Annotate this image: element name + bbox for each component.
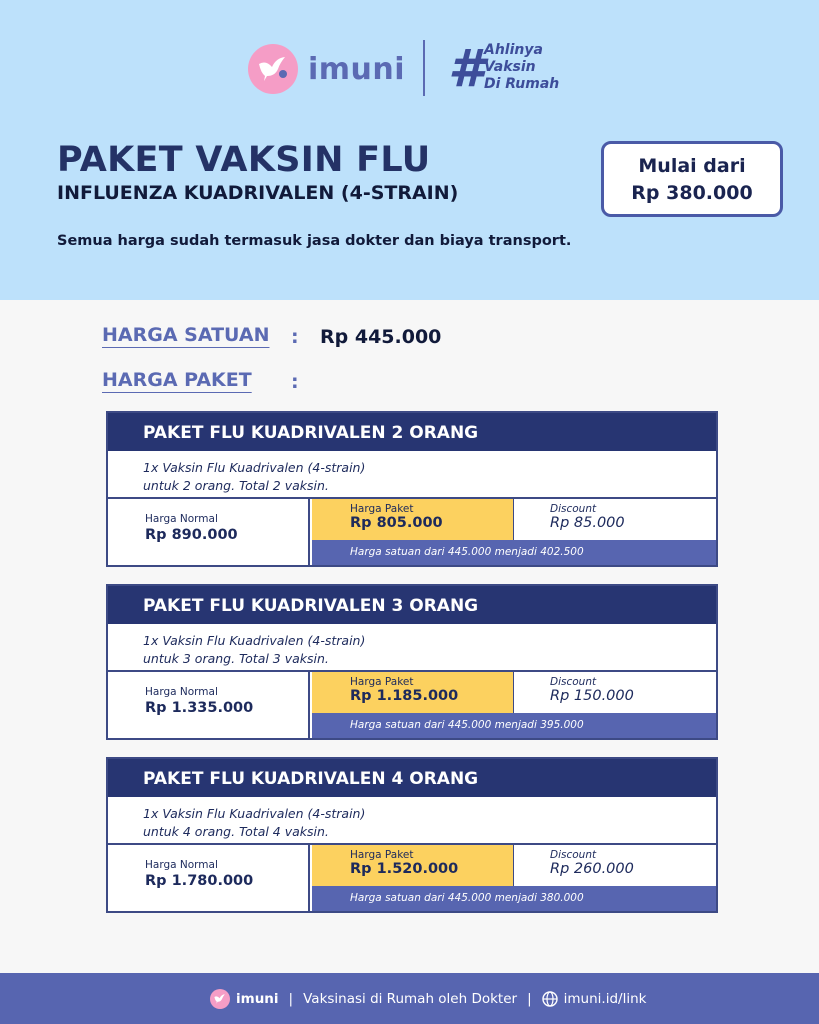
harga-paket-label: HARGA PAKET — [102, 369, 252, 391]
brand-logo-row — [248, 39, 560, 99]
normal-price-cell — [108, 499, 310, 565]
package-price-cell — [312, 499, 514, 540]
harga-satuan-colon: : — [291, 326, 299, 348]
footer-link[interactable]: imuni.id/link — [563, 990, 647, 1007]
harga-satuan-label: HARGA SATUAN — [102, 324, 270, 346]
discount-label: Discount — [550, 849, 597, 861]
package-desc-line: untuk 3 orang. Total 3 vaksin. — [143, 651, 329, 666]
footer-separator: | — [527, 990, 532, 1007]
normal-price-value: Rp 1.335.000 — [145, 700, 254, 716]
harga-satuan-value: Rp 445.000 — [320, 326, 442, 348]
discount-cell — [515, 499, 716, 540]
discount-value: Rp 260.000 — [550, 861, 634, 877]
discount-label: Discount — [550, 503, 597, 515]
normal-price-label: Harga Normal — [145, 859, 218, 871]
unit-price-note: Harga satuan dari 445.000 menjadi 402.500 — [312, 540, 716, 565]
normal-price-label: Harga Normal — [145, 513, 218, 525]
discount-cell — [515, 672, 716, 713]
footer-brand: imuni — [236, 990, 279, 1007]
package-price-cell — [312, 672, 514, 713]
badge-label: Mulai dari — [638, 155, 746, 177]
package-desc-line: 1x Vaksin Flu Kuadrivalen (4-strain) — [143, 806, 366, 821]
logo-divider — [423, 40, 425, 96]
hashtag-symbol: # — [448, 39, 485, 99]
package-price-value: Rp 1.520.000 — [350, 861, 459, 877]
footer-bar — [0, 973, 819, 1024]
footer-content — [210, 973, 646, 1024]
starting-price-badge — [601, 141, 783, 217]
tagline-line: Vaksin — [484, 59, 536, 75]
normal-price-cell — [108, 672, 310, 738]
normal-price-value: Rp 1.780.000 — [145, 873, 254, 889]
header-banner — [0, 0, 819, 300]
normal-price-label: Harga Normal — [145, 686, 218, 698]
tagline-line: Ahlinya — [484, 42, 543, 58]
package-title: PAKET FLU KUADRIVALEN 3 ORANG — [108, 586, 716, 624]
normal-price-cell — [108, 845, 310, 911]
footer-slogan: Vaksinasi di Rumah oleh Dokter — [303, 990, 518, 1007]
package-price-label: Harga Paket — [350, 849, 414, 861]
brand-name: imuni — [308, 51, 406, 87]
package-price-value: Rp 1.185.000 — [350, 688, 459, 704]
stork-logo-icon — [248, 44, 298, 94]
package-price-label: Harga Paket — [350, 503, 414, 515]
package-price-label: Harga Paket — [350, 676, 414, 688]
hashtag-tagline — [484, 42, 604, 93]
stork-logo-icon — [210, 989, 230, 1009]
package-desc-line: 1x Vaksin Flu Kuadrivalen (4-strain) — [143, 460, 366, 475]
unit-price-note: Harga satuan dari 445.000 menjadi 395.000 — [312, 713, 716, 738]
package-card-2-orang — [106, 411, 718, 567]
normal-price-value: Rp 890.000 — [145, 527, 238, 543]
tagline-line: Di Rumah — [484, 76, 560, 92]
package-price-value: Rp 805.000 — [350, 515, 443, 531]
page-title: PAKET VAKSIN FLU — [57, 140, 431, 180]
discount-cell — [515, 845, 716, 886]
package-description — [108, 624, 716, 672]
package-price-cell — [312, 845, 514, 886]
globe-icon — [542, 991, 558, 1007]
badge-price: Rp 380.000 — [631, 182, 753, 204]
package-desc-line: 1x Vaksin Flu Kuadrivalen (4-strain) — [143, 633, 366, 648]
package-desc-line: untuk 2 orang. Total 2 vaksin. — [143, 478, 329, 493]
discount-label: Discount — [550, 676, 597, 688]
discount-value: Rp 85.000 — [550, 515, 625, 531]
discount-value: Rp 150.000 — [550, 688, 634, 704]
package-description — [108, 451, 716, 499]
package-title: PAKET FLU KUADRIVALEN 4 ORANG — [108, 759, 716, 797]
unit-price-note: Harga satuan dari 445.000 menjadi 380.000 — [312, 886, 716, 911]
package-description — [108, 797, 716, 845]
page-subtitle: INFLUENZA KUADRIVALEN (4-STRAIN) — [57, 182, 459, 204]
package-desc-line: untuk 4 orang. Total 4 vaksin. — [143, 824, 329, 839]
price-note: Semua harga sudah termasuk jasa dokter dan biaya transport. — [57, 233, 572, 249]
footer-separator: | — [288, 990, 294, 1007]
package-card-4-orang — [106, 757, 718, 913]
package-card-3-orang — [106, 584, 718, 740]
harga-paket-colon: : — [291, 371, 299, 393]
package-title: PAKET FLU KUADRIVALEN 2 ORANG — [108, 413, 716, 451]
